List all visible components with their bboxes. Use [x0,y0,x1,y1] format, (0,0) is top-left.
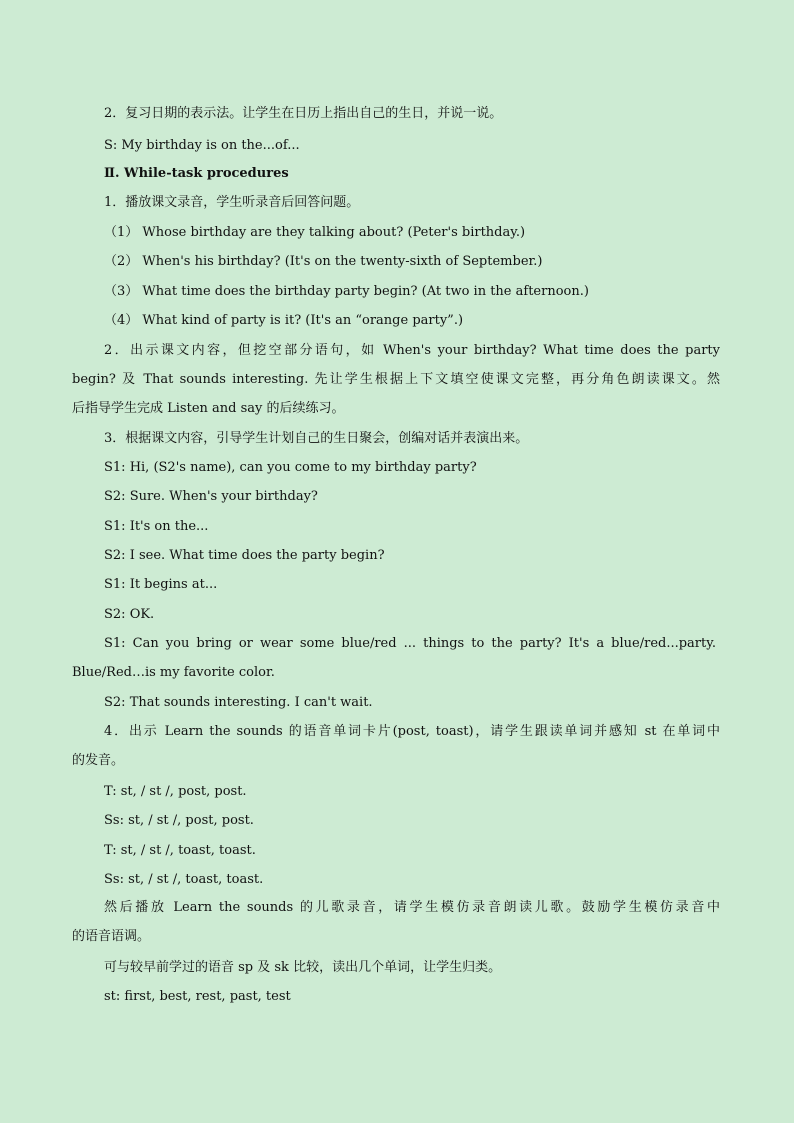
dialogue-line-5: S1: It begins at... [104,577,218,592]
dialogue-line-6: S2: OK. [104,607,155,622]
task-2-line-3: 后指导学生完成 Listen and say 的后续练习。 [72,401,345,416]
task-4-line-2: 的发音。 [72,753,125,768]
task-2-line-1: 2．出示课文内容，但挖空部分语句，如 When's your birthday? What time does the party [104,343,720,358]
review-dates-line: 2．复习日期的表示法。让学生在日历上指出自己的生日，并说一说。 [104,106,503,121]
question-1-line: （1） Whose birthday are they talking about? (Peter's birthday.) [104,225,526,240]
question-3-line: （3） What time does the birthday party begin? (At two in the afternoon.) [104,284,589,299]
dialogue-line-4: S2: I see. What time does the party begin? [104,548,385,563]
question-2-line: （2） When's his birthday? (It's on the twenty-sixth of September.) [104,254,543,269]
task-1-line: 1．播放课文录音，学生听录音后回答问题。 [104,195,360,210]
song-line-2: 的语音语调。 [72,929,151,944]
task-2-line-2: begin? 及 That sounds interesting. 先让学生根据上下文填空使课文完整，再分角色朗读课文。然 [72,372,720,387]
task-4-line-1: 4．出示 Learn the sounds 的语音单词卡片(post, toast)，请学生跟读单词并感知 st 在单词中 [104,724,720,739]
word-list-line: st: first, best, rest, past, test [104,989,291,1004]
dialogue-line-9: S2: That sounds interesting. I can't wait. [104,695,373,710]
dialogue-line-2: S2: Sure. When's your birthday? [104,489,318,504]
sound-drill-line-3: T: st, / st /, toast, toast. [104,843,256,858]
sound-drill-line-2: Ss: st, / st /, post, post. [104,813,254,828]
dialogue-line-7: S1: Can you bring or wear some blue/red ... things to the party? It's a blue/red...party. [104,636,716,651]
dialogue-line-3: S1: It's on the... [104,519,209,534]
section-heading: Ⅱ. While-task procedures [104,166,289,181]
dialogue-line-8: Blue/Red…is my favorite color. [72,665,275,680]
task-3-line: 3．根据课文内容，引导学生计划自己的生日聚会，创编对话并表演出来。 [104,431,529,446]
compare-sounds-line: 可与较早前学过的语音 sp 及 sk 比较，读出几个单词，让学生归类。 [104,960,502,975]
sound-drill-line-1: T: st, / st /, post, post. [104,784,247,799]
sample-birthday-line: S: My birthday is on the...of... [104,138,300,153]
sound-drill-line-4: Ss: st, / st /, toast, toast. [104,872,264,887]
dialogue-line-1: S1: Hi, (S2's name), can you come to my birthday party? [104,460,477,475]
song-line-1: 然后播放 Learn the sounds 的儿歌录音，请学生模仿录音朗读儿歌。鼓励学生模仿录音中 [104,900,720,915]
question-4-line: （4） What kind of party is it? (It's an “orange party”.) [104,313,464,328]
